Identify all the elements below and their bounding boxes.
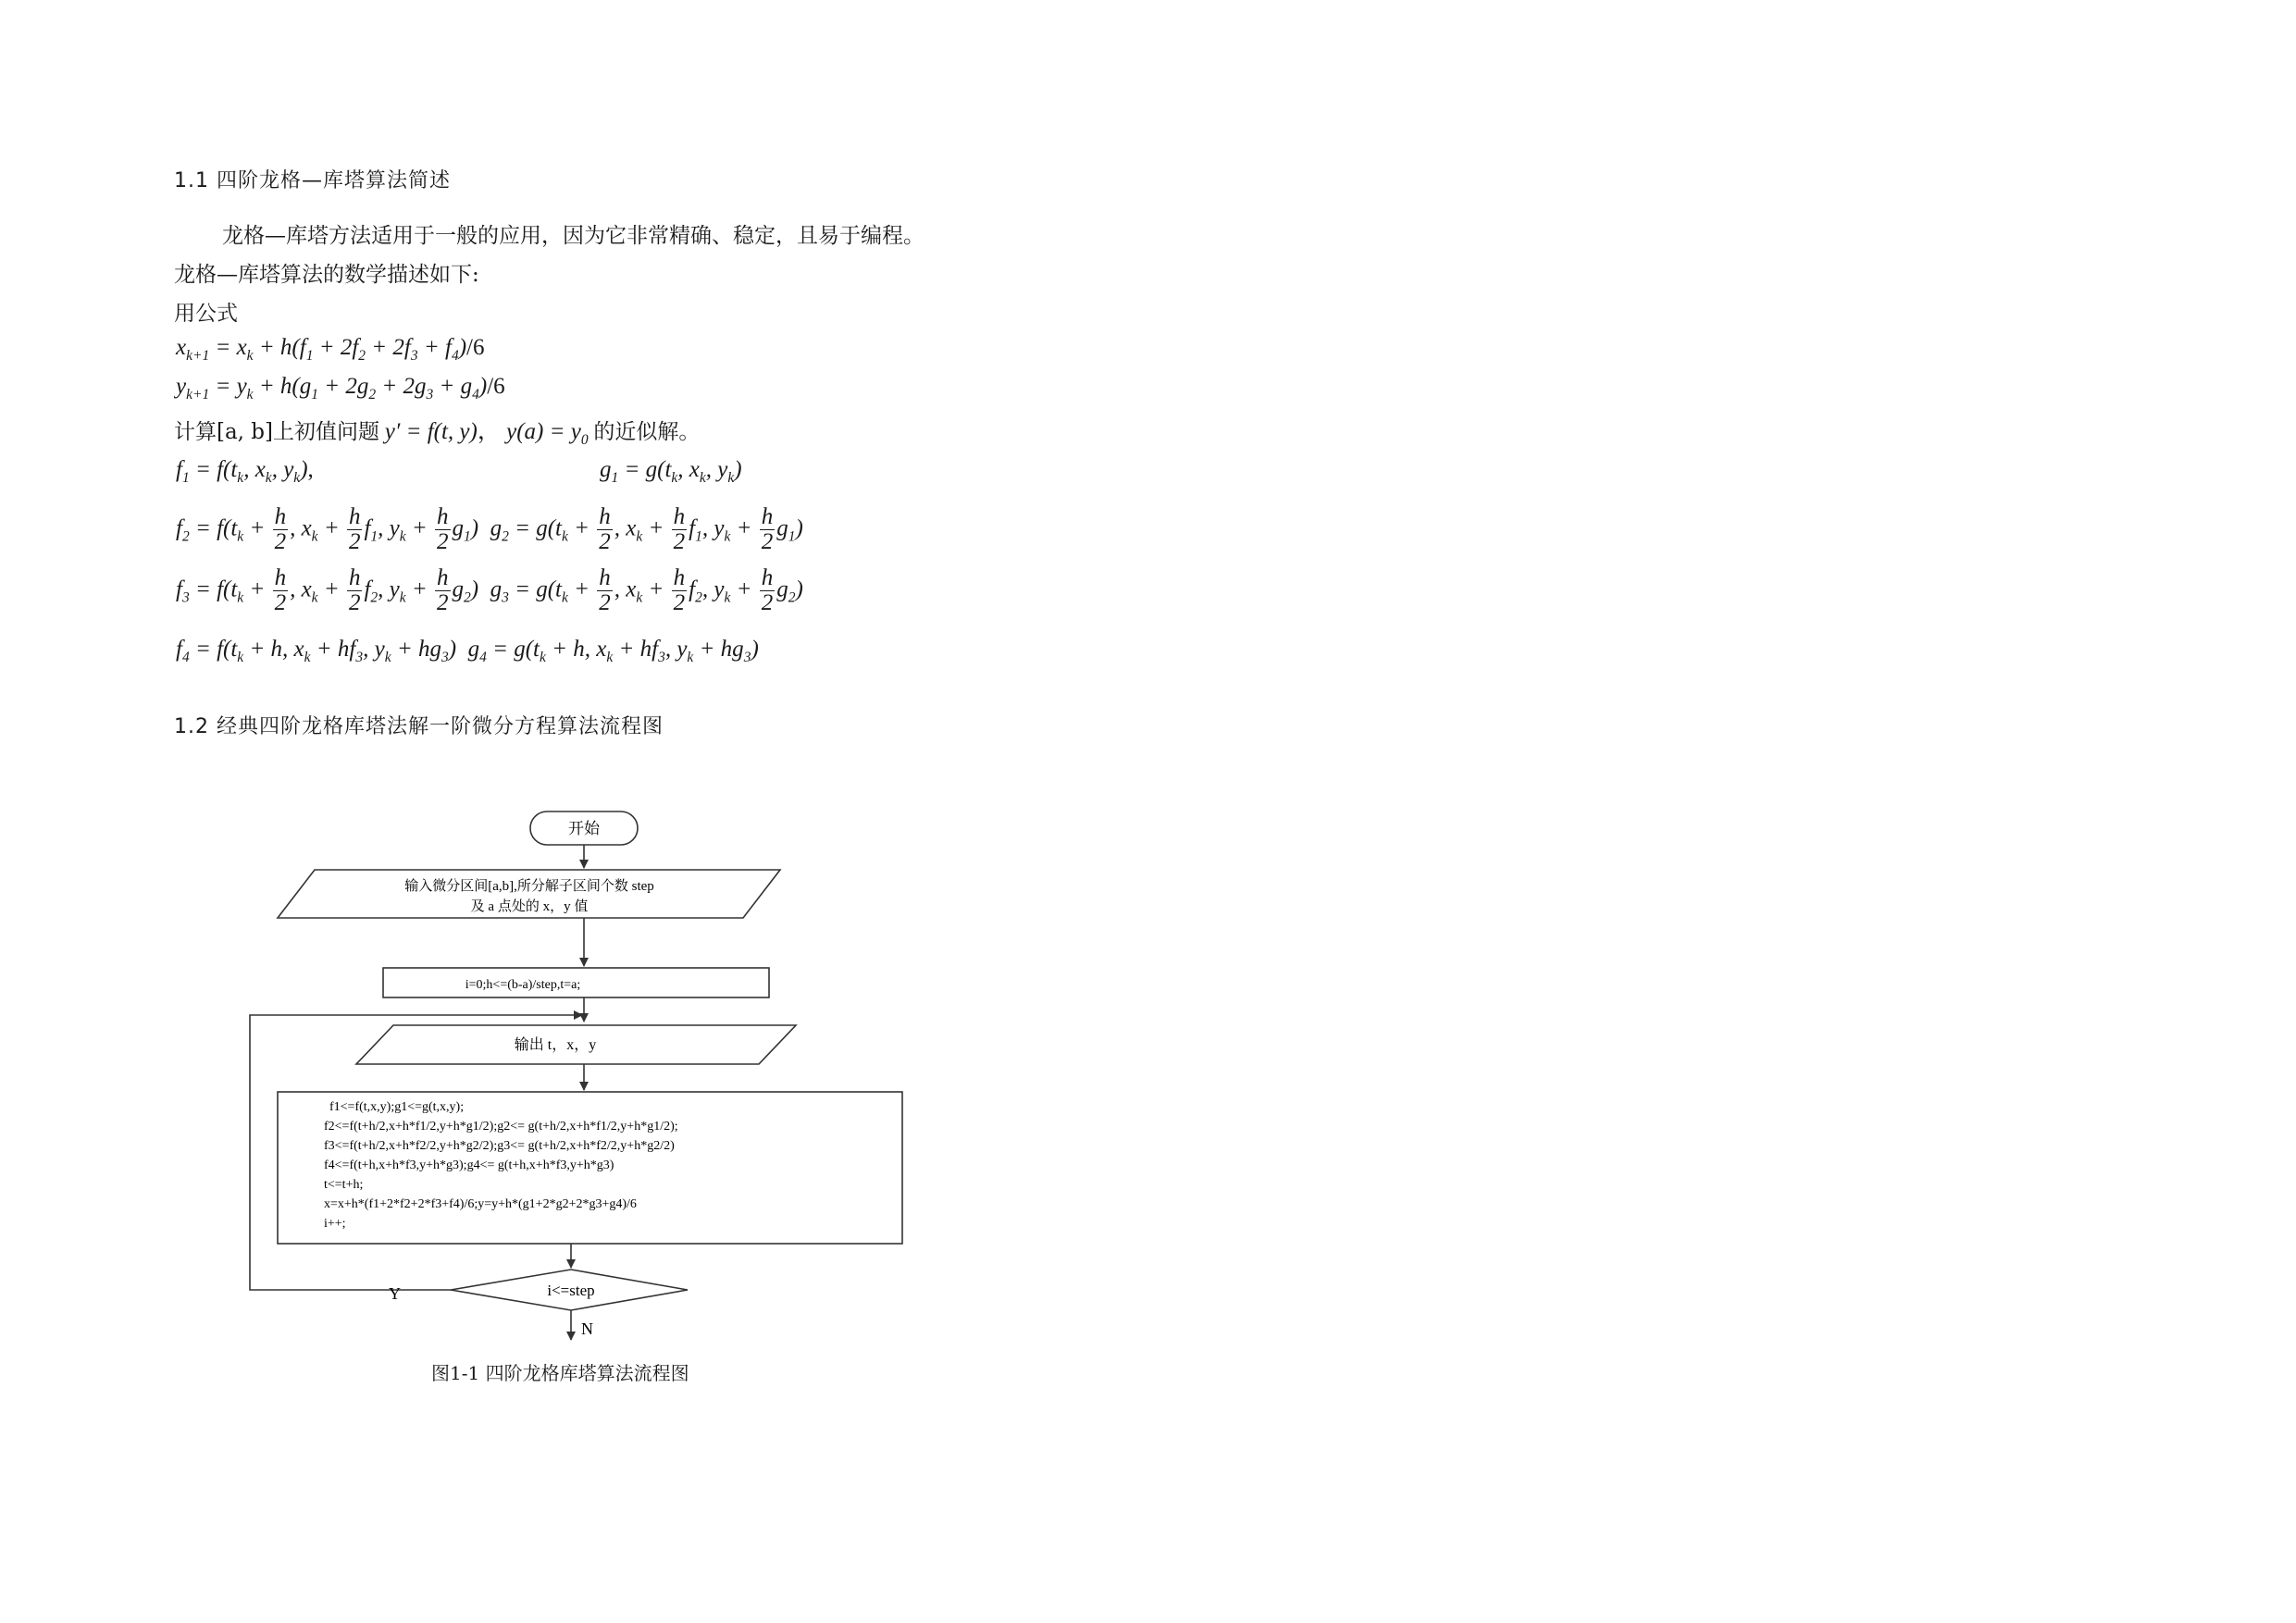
compute-line: f4<=f(t+h,x+h*f3,y+h*g3);g4<= g(t+h,x+h*f3,y+h*g3): [324, 1158, 614, 1172]
compute-line: f3<=f(t+h/2,x+h*f2/2,y+h*g2/2);g3<= g(t+h/2,x+h*f2/2,y+h*g2/2): [324, 1139, 675, 1153]
equation-x-update: $x_{k+1} = x_k + h(f_1 + 2f_2 + 2f_3 + f_4)/6$: [176, 335, 485, 364]
equation-y-update: $y_{k+1} = y_k + h(g_1 + 2g_2 + 2g_3 + g_4)/6$: [176, 374, 505, 403]
start-label: 开始: [568, 820, 600, 837]
no-label: N: [581, 1319, 593, 1338]
equation-g1: $g_1 = g(t_k$, $x_k$, $y_k$): [600, 457, 742, 486]
decision-label: i<=step: [547, 1282, 595, 1299]
compute-line: i++;: [324, 1217, 346, 1231]
equation-f4-g4: $f_4 = f(t_k + h$, $x_k + hf_3$, $y_k + hg_3$) $g_4 = g(t_k + h$, $x_k + hf_3$, $y_k + hg_3$): [176, 637, 759, 665]
problem-equation: y′ = f(t, y)， $y(a) = y_0$: [384, 419, 589, 448]
compute-line: t<=t+h;: [324, 1178, 364, 1192]
problem-suffix: 的近似解。: [593, 420, 701, 444]
paragraph-formula-label: 用公式: [174, 302, 238, 326]
equation-f2-g2: $f_2 = f(t_k$ + $\frac{h}{2}$ , $x_k$ + $\frac{h}{2}$ $f_1$, $y_k$ + $\frac{h}{2}$ $g_1$) $g_2 = g(t_k$ + $\frac{h}{2}$ , $x_k$ + $\frac{h}{2}$ $f_1$, $y_k$ + $\frac{h}{2}$ $g_1$): [176, 504, 803, 555]
compute-line: f1<=f(t,x,y);g1<=g(t,x,y);: [329, 1100, 465, 1114]
input-label-line1: 输入微分区间[a,b],所分解子区间个数 step: [404, 879, 654, 894]
paragraph-intro: 龙格—库塔方法适用于一般的应用，因为它非常精确、稳定，且易于编程。: [222, 224, 925, 248]
problem-prefix: 计算[a, b]上初值问题: [174, 420, 380, 444]
compute-line: x=x+h*(f1+2*f2+2*f3+f4)/6;y=y+h*(g1+2*g2+2*g3+g4)/6: [324, 1197, 637, 1211]
flowchart-caption: 图1-1 四阶龙格库塔算法流程图: [431, 1362, 689, 1384]
compute-line: f2<=f(t+h/2,x+h*f1/2,y+h*g1/2);g2<= g(t+h/2,x+h*f1/2,y+h*g1/2);: [324, 1120, 678, 1134]
output-label: 输出 t，x，y: [514, 1037, 597, 1053]
init-label: i=0;h<=(b-a)/step,t=a;: [465, 978, 581, 992]
input-label-line2: 及 a 点处的 x，y 值: [470, 899, 589, 914]
section-heading-1: 1.1 四阶龙格—库塔算法简述: [174, 169, 451, 192]
equation-f3-g3: $f_3 = f(t_k$ + $\frac{h}{2}$ , $x_k$ + $\frac{h}{2}$ $f_2$, $y_k$ + $\frac{h}{2}$ $g_2$) $g_3 = g(t_k$ + $\frac{h}{2}$ , $x_k$ + $\frac{h}{2}$ $f_2$, $y_k$ + $\frac{h}{2}$ $g_2$): [176, 565, 803, 616]
equation-f1: $f_1 = f(t_k$, $x_k$, $y_k$),: [176, 457, 314, 486]
paragraph-description: 龙格—库塔算法的数学描述如下:: [174, 263, 479, 287]
yes-label: Y: [389, 1284, 401, 1303]
section-heading-2: 1.2 经典四阶龙格库塔法解一阶微分方程算法流程图: [174, 715, 664, 738]
